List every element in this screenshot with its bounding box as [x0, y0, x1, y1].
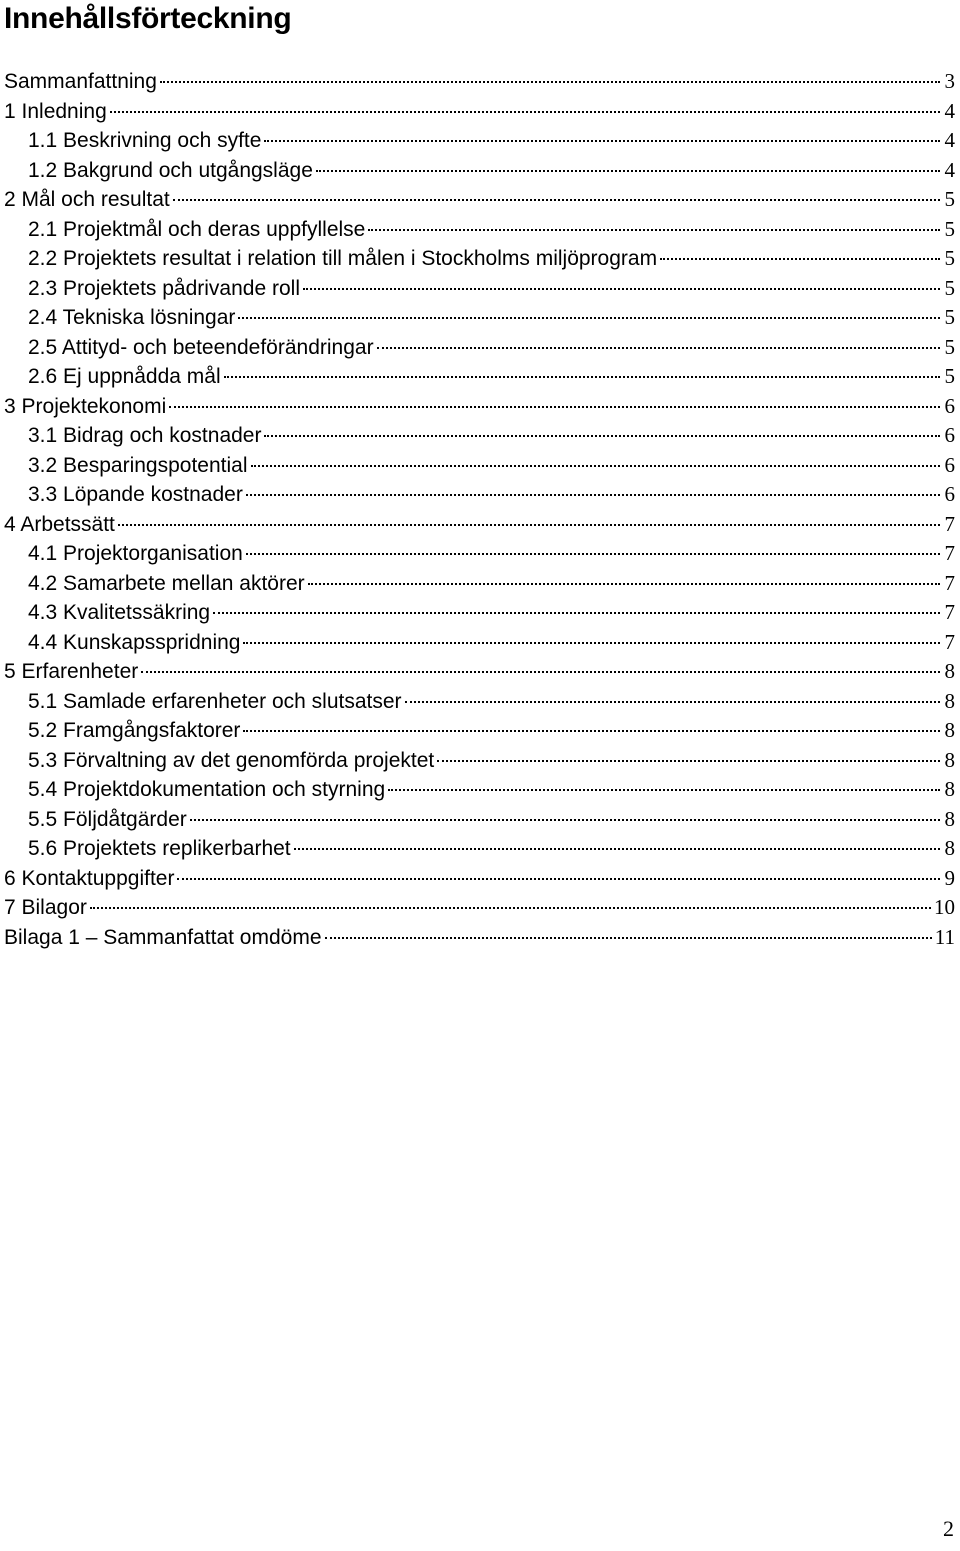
- toc-entry-page: 7: [944, 600, 955, 624]
- toc-entry-page: 8: [944, 777, 955, 801]
- toc-entry-label: 4.2 Samarbete mellan aktörer: [28, 571, 305, 595]
- toc-dot-leader: [118, 524, 940, 526]
- toc-entry-label: 1.2 Bakgrund och utgångsläge: [28, 158, 313, 182]
- toc-entry-label: 4 Arbetssätt: [4, 512, 115, 536]
- toc-dot-leader: [388, 789, 940, 791]
- toc-dot-leader: [141, 671, 940, 673]
- toc-entry-label: 4.3 Kvalitetssäkring: [28, 601, 211, 624]
- toc-dot-leader: [368, 229, 940, 231]
- toc-entry[interactable]: [4, 834, 955, 864]
- toc-entry[interactable]: [4, 805, 955, 835]
- toc-dot-leader: [377, 347, 940, 349]
- toc-entry-page: 5: [944, 305, 955, 329]
- toc-dot-leader: [316, 170, 940, 172]
- toc-list: [4, 67, 955, 952]
- toc-dot-leader: [303, 288, 940, 290]
- toc-entry-page: 10: [934, 895, 955, 919]
- toc-entry[interactable]: [4, 97, 955, 127]
- toc-entry-page: 4: [944, 157, 955, 182]
- toc-entry[interactable]: [4, 362, 955, 392]
- toc-entry-page: 8: [944, 659, 955, 683]
- toc-entry-label: 5.4 Projektdokumentation och styrning: [28, 778, 386, 801]
- toc-entry-page: 5: [944, 246, 955, 270]
- toc-entry[interactable]: [4, 923, 955, 953]
- toc-entry-label: Sammanfattning: [4, 70, 157, 93]
- toc-entry-label: 2.6 Ej uppnådda mål: [28, 365, 221, 388]
- toc-dot-leader: [308, 583, 940, 585]
- toc-entry-page: 8: [944, 747, 955, 772]
- toc-dot-leader: [169, 406, 940, 408]
- toc-entry-page: 7: [944, 570, 955, 595]
- toc-entry-page: 5: [944, 364, 955, 388]
- toc-entry-label: 2.2 Projektets resultat i relation till målen i Stockholms miljöprogram: [28, 247, 658, 270]
- toc-entry-label: 5.6 Projektets replikerbarhet: [28, 837, 291, 860]
- toc-entry[interactable]: [4, 510, 955, 540]
- toc-entry[interactable]: [4, 126, 955, 156]
- toc-entry-label: 6 Kontaktuppgifter: [4, 866, 175, 890]
- toc-entry[interactable]: [4, 421, 955, 451]
- toc-entry[interactable]: [4, 451, 955, 481]
- toc-dot-leader: [246, 494, 940, 496]
- toc-entry[interactable]: [4, 628, 955, 658]
- toc-entry-label: 1 Inledning: [4, 99, 107, 123]
- toc-entry[interactable]: [4, 893, 955, 923]
- toc-entry[interactable]: [4, 185, 955, 215]
- toc-entry-label: 2.3 Projektets pådrivande roll: [28, 276, 300, 300]
- toc-entry-label: 3.1 Bidrag och kostnader: [28, 424, 262, 447]
- toc-entry[interactable]: [4, 215, 955, 245]
- toc-entry-label: 2.4 Tekniska lösningar: [28, 306, 236, 329]
- toc-entry-page: 6: [944, 423, 955, 447]
- toc-entry-page: 9: [944, 865, 955, 890]
- toc-dot-leader: [224, 376, 940, 378]
- toc-entry[interactable]: [4, 67, 955, 97]
- toc-entry[interactable]: [4, 480, 955, 510]
- toc-dot-leader: [405, 701, 940, 703]
- toc-entry-label: 4.4 Kunskapsspridning: [28, 630, 241, 654]
- toc-entry-page: 6: [944, 452, 955, 477]
- toc-entry-label: 5 Erfarenheter: [4, 660, 139, 683]
- toc-entry-label: 3.3 Löpande kostnader: [28, 483, 243, 506]
- toc-entry-page: 6: [944, 482, 955, 506]
- toc-entry-page: 6: [944, 393, 955, 418]
- toc-entry-page: 8: [944, 688, 955, 713]
- page-number: 2: [943, 1516, 954, 1541]
- toc-entry-page: 5: [944, 216, 955, 241]
- toc-dot-leader: [264, 435, 940, 437]
- toc-entry-label: 7 Bilagor: [4, 896, 87, 919]
- toc-dot-leader: [190, 819, 940, 821]
- toc-entry[interactable]: [4, 716, 955, 746]
- toc-entry[interactable]: [4, 569, 955, 599]
- toc-dot-leader: [264, 140, 940, 142]
- toc-entry-label: 3 Projektekonomi: [4, 394, 167, 418]
- toc-entry[interactable]: [4, 333, 955, 363]
- toc-entry[interactable]: [4, 746, 955, 776]
- toc-entry[interactable]: [4, 244, 955, 274]
- toc-entry[interactable]: [4, 392, 955, 422]
- toc-dot-leader: [238, 317, 940, 319]
- toc-dot-leader: [660, 258, 940, 260]
- toc-entry-page: 8: [944, 836, 955, 860]
- toc-entry-page: 8: [944, 718, 955, 742]
- toc-dot-leader: [325, 937, 932, 939]
- toc-entry-label: 2 Mål och resultat: [4, 188, 170, 211]
- toc-entry-page: 5: [944, 275, 955, 300]
- toc-dot-leader: [177, 878, 940, 880]
- toc-dot-leader: [246, 553, 940, 555]
- toc-dot-leader: [243, 642, 940, 644]
- toc-dot-leader: [173, 199, 940, 201]
- toc-entry-page: 8: [944, 806, 955, 831]
- toc-entry[interactable]: [4, 864, 955, 894]
- toc-entry-label: 5.5 Följdåtgärder: [28, 807, 187, 831]
- toc-entry-page: 4: [944, 128, 955, 152]
- toc-entry[interactable]: [4, 657, 955, 687]
- toc-entry[interactable]: [4, 303, 955, 333]
- toc-entry[interactable]: [4, 775, 955, 805]
- toc-entry-label: 4.1 Projektorganisation: [28, 542, 243, 565]
- toc-entry[interactable]: [4, 687, 955, 717]
- toc-dot-leader: [251, 465, 941, 467]
- toc-entry-page: 7: [944, 541, 955, 565]
- toc-dot-leader: [90, 907, 931, 909]
- toc-entry-page: 7: [944, 511, 955, 536]
- toc-entry-label: 5.3 Förvaltning av det genomförda projektet: [28, 748, 435, 772]
- toc-entry-page: 5: [944, 187, 955, 211]
- toc-title: Innehållsförteckning: [4, 2, 292, 35]
- toc-entry-page: 4: [944, 98, 955, 123]
- toc-entry[interactable]: [4, 539, 955, 569]
- toc-entry-label: 2.5 Attityd- och beteendeförändringar: [28, 335, 374, 359]
- toc-entry-page: 11: [934, 924, 955, 949]
- toc-entry[interactable]: [4, 156, 955, 186]
- toc-entry-label: 1.1 Beskrivning och syfte: [28, 129, 262, 152]
- toc-dot-leader: [294, 848, 940, 850]
- toc-entry-label: 5.2 Framgångsfaktorer: [28, 719, 241, 742]
- toc-entry-label: 3.2 Besparingspotential: [28, 453, 248, 477]
- toc-dot-leader: [160, 81, 940, 83]
- toc-entry-page: 5: [944, 334, 955, 359]
- toc-entry-label: Bilaga 1 – Sammanfattat omdöme: [4, 925, 322, 949]
- toc-entry[interactable]: [4, 274, 955, 304]
- toc-entry-label: 2.1 Projektmål och deras uppfyllelse: [28, 217, 366, 241]
- toc-dot-leader: [110, 111, 940, 113]
- toc-entry-page: 7: [944, 629, 955, 654]
- toc-dot-leader: [213, 612, 940, 614]
- toc-entry-page: 3: [944, 69, 955, 93]
- toc-dot-leader: [437, 760, 940, 762]
- toc-entry-label: 5.1 Samlade erfarenheter och slutsatser: [28, 689, 402, 713]
- toc-dot-leader: [243, 730, 940, 732]
- toc-entry[interactable]: [4, 598, 955, 628]
